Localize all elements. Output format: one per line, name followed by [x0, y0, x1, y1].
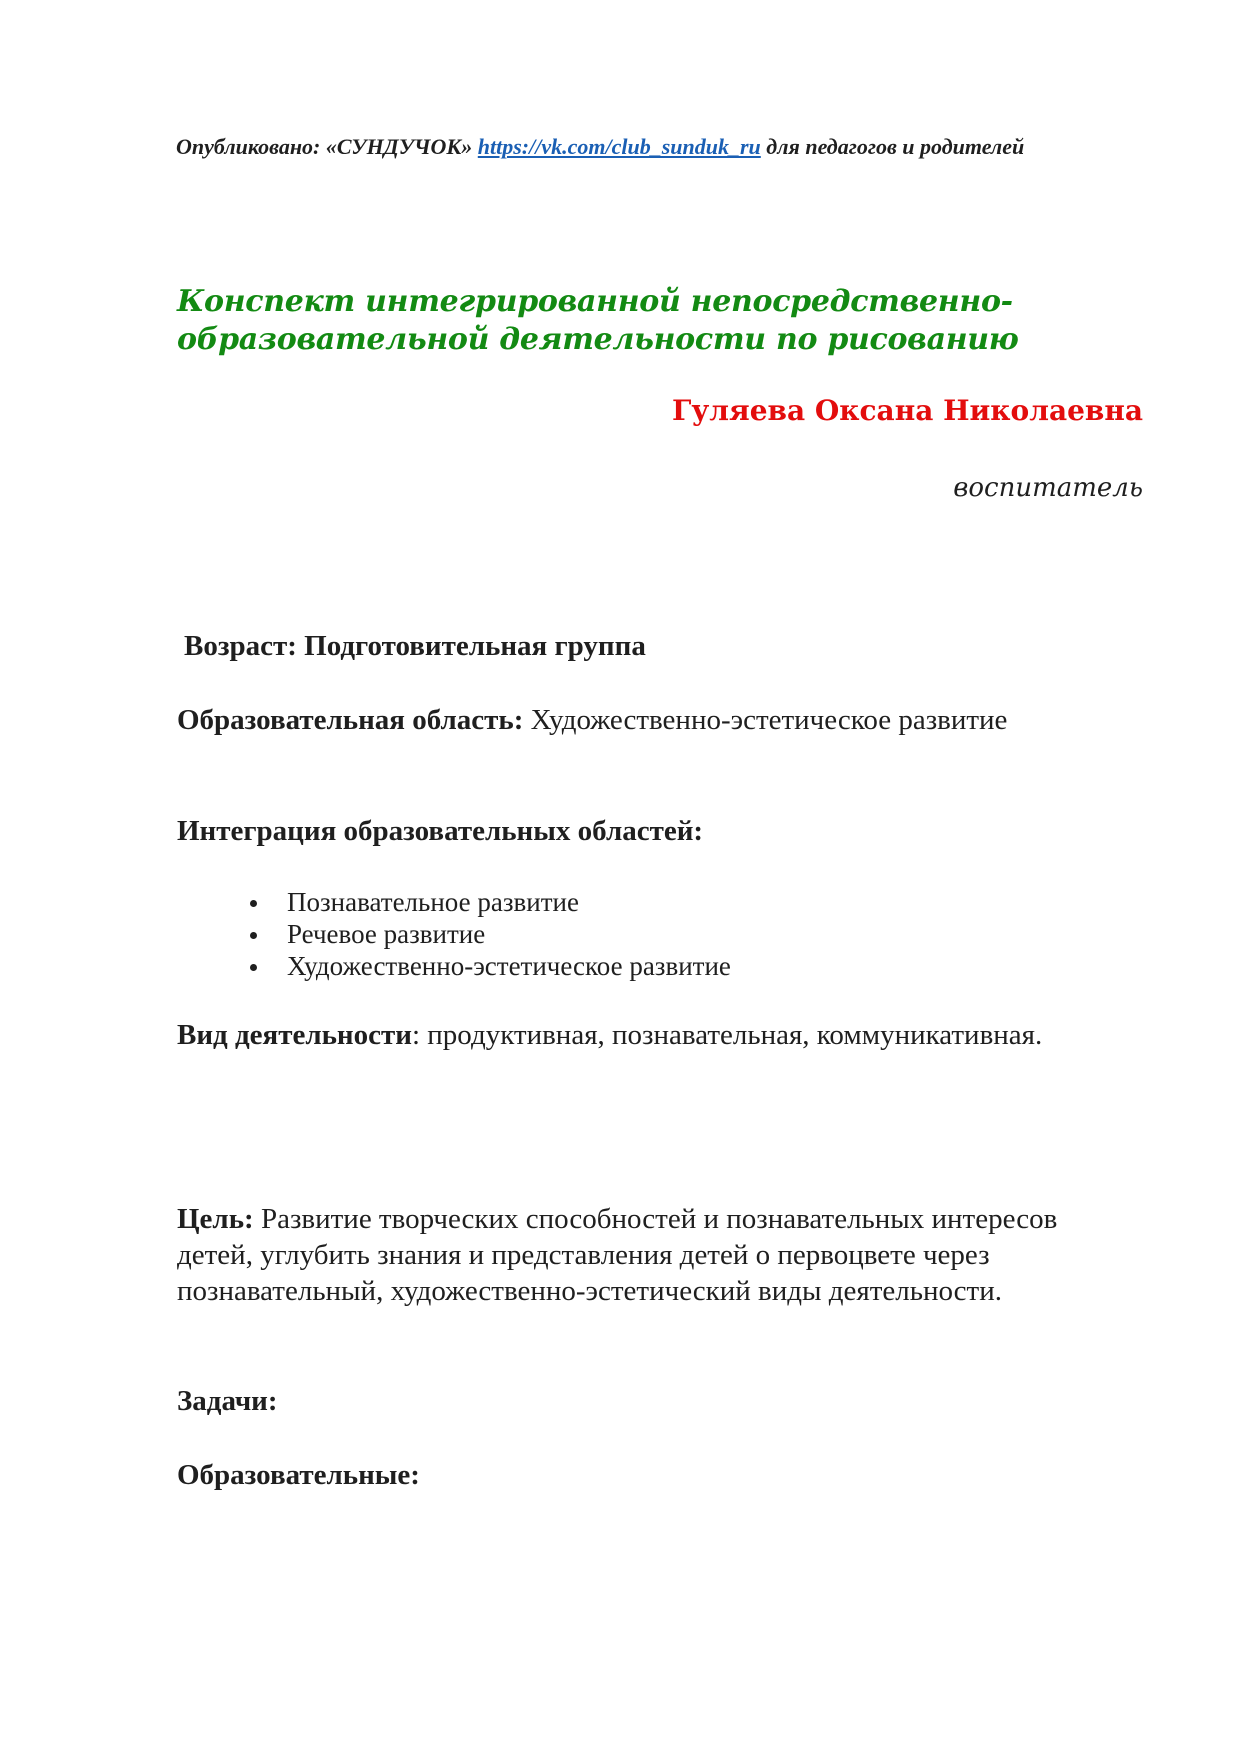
- educational-tasks-heading: Образовательные:: [177, 1459, 420, 1491]
- published-suffix: для педагогов и родителей: [760, 134, 1025, 159]
- vk-club-link[interactable]: https://vk.com/club_sunduk_ru: [477, 134, 761, 159]
- document-title-line-1: Конспект интегрированной непосредственно-: [177, 284, 1013, 319]
- list-item: Художественно-эстетическое развитие: [250, 950, 731, 982]
- published-prefix: Опубликовано: «СУНДУЧОК»: [176, 134, 478, 159]
- educational-area-label: Образовательная область:: [177, 704, 524, 736]
- published-line: [176, 134, 1176, 160]
- author-name: Гуляева Оксана Николаевна: [672, 394, 1143, 427]
- list-item: Речевое развитие: [250, 918, 731, 950]
- integration-list: [250, 886, 731, 982]
- goal-value: Развитие творческих способностей и познавательных интересов детей, углубить знания и представления детей о первоцвете через познавательный, художественно-эстетический виды деятельности.: [177, 1203, 1058, 1307]
- activity-type-label: Вид деятельности: [177, 1019, 412, 1051]
- document-title: [177, 283, 1177, 359]
- tasks-heading: Задачи:: [177, 1385, 278, 1417]
- educational-area: [177, 702, 1137, 738]
- integration-heading: Интеграция образовательных областей:: [177, 815, 704, 847]
- goal: [177, 1201, 1137, 1309]
- list-item: Познавательное развитие: [250, 886, 731, 918]
- document-title-line-2: образовательной деятельности по рисованию: [177, 322, 1019, 357]
- activity-type-value: : продуктивная, познавательная, коммуникативная.: [411, 1019, 1043, 1051]
- author-role: воспитатель: [953, 473, 1143, 503]
- activity-type: [177, 1017, 1137, 1053]
- goal-label: Цель:: [177, 1203, 254, 1235]
- educational-area-value: Художественно-эстетическое развитие: [523, 704, 1008, 736]
- age-group: Возраст: Подготовительная группа: [184, 630, 646, 662]
